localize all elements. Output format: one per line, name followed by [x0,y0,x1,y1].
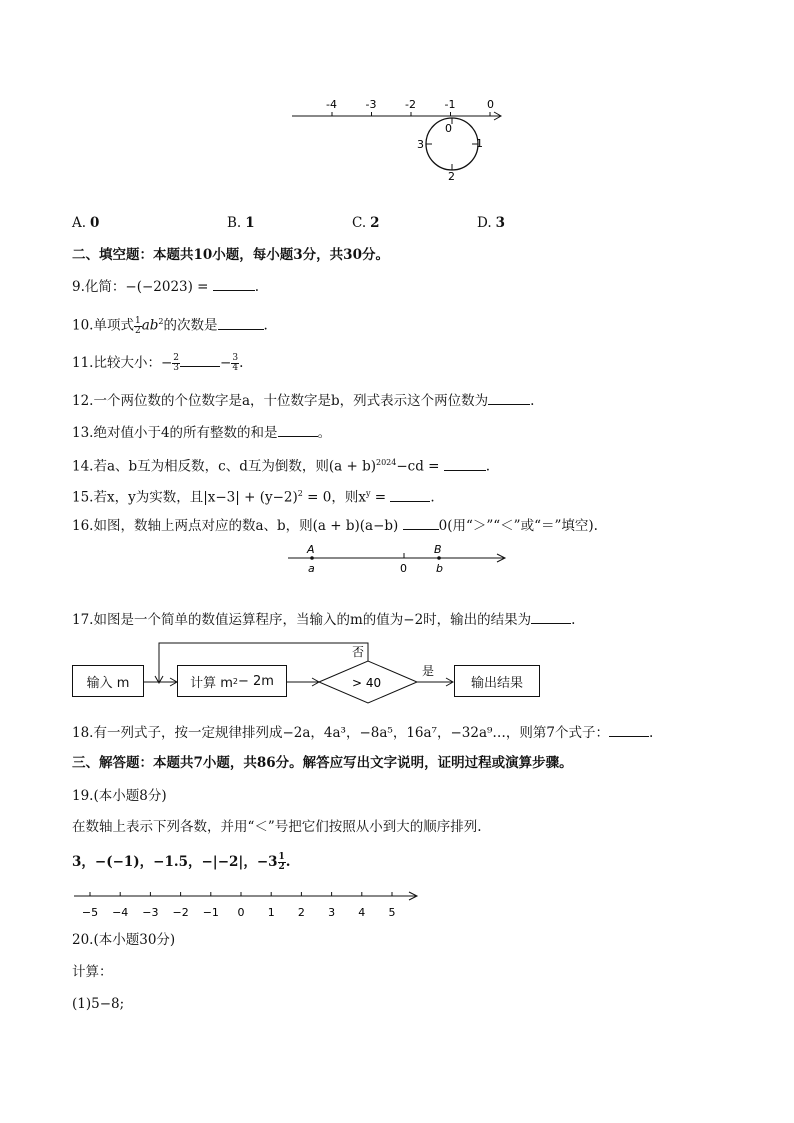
question-20-part-1: (1)5−8; [72,996,125,1012]
question-9: 9.化简：−(−2023) = . [72,276,259,297]
flow-no-label: 否 [352,645,365,659]
axis-tick-label: −3 [142,906,159,919]
question-16: 16.如图，数轴上两点对应的数a、b，则(a + b)(a−b) 0(用“＞”“＜”或“＝”填空). [72,515,598,536]
axis-tick-label: -4 [326,98,337,111]
flow-cond-label: > 40 [352,676,382,690]
axis-tick-label: −4 [112,906,129,919]
question-11: 11.比较大小：− $\frac{2}{3}$ − $\frac{3}{4}$ . [72,353,244,373]
answer-blank[interactable] [531,609,571,624]
axis-tick-label: -3 [365,98,377,111]
question-19-numbers: 3，−(−1)，−1.5，−|−2|，−3 $\frac{1}{2}$ . [72,852,291,872]
option-a[interactable]: A. 0 [72,215,100,231]
axis-tick-label: 4 [358,906,366,919]
answer-blank[interactable] [444,456,486,471]
axis-tick-label: 0 [487,98,494,111]
point-label-B: B [434,543,442,556]
question-15: 15.若x，y为实数，且$|x-3| + (y-2)^2 = 0$，则$x^y$ = . [72,484,435,508]
answer-blank[interactable] [390,487,430,502]
question-19-desc: 在数轴上表示下列各数，并用“＜”号把它们按照从小到大的顺序排列. [72,819,482,835]
axis-tick-label: 3 [328,906,336,919]
axis-tick-label: −5 [81,906,99,919]
flow-yes-label: 是 [422,664,435,678]
circle-label-left: 3 [417,138,424,151]
flow-compute-box: 计算 m 2 − 2m [177,665,287,697]
answer-blank[interactable] [213,276,255,291]
axis-tick-label: −1 [202,906,219,919]
answer-blank[interactable] [180,352,220,367]
axis-tick-label: -1 [444,98,456,111]
question-18: 18.有一列式子，按一定规律排列成−2a，4a³，−8a⁵，16a⁷，−32a⁹…，则第7个式子： . [72,722,653,743]
axis-tick-label: -2 [405,98,416,111]
axis-tick-label: 0 [237,906,245,919]
answer-blank[interactable] [403,515,439,530]
answer-blank[interactable] [218,315,264,330]
point-label-A: A [307,543,315,556]
question-10: 10.单项式 $\frac{1}{2}$ $ab^2$的次数是 . [72,315,268,336]
number-line-ab-figure [282,538,512,580]
question-20-desc: 计算： [72,964,113,980]
number-line-circle-figure [280,92,520,192]
answer-blank[interactable] [278,422,318,437]
circle-label-right: 1 [476,137,483,150]
question-12: 12.一个两位数的个位数字是a，十位数字是b，列式表示这个两位数为 . [72,390,534,411]
axis-tick-label: −2 [172,906,189,919]
flow-input-box: 输入 m [72,665,144,697]
option-b[interactable]: B. 1 [227,215,255,231]
circle-label-bottom: 2 [448,170,455,183]
question-17: 17.如图是一个简单的数值运算程序，当输入的m的值为−2时，输出的结果为 . [72,609,575,630]
number-line-q19 [70,886,430,922]
option-c[interactable]: C. 2 [352,215,380,231]
point-label-a: a [308,562,315,575]
answer-blank[interactable] [488,390,530,405]
question-13: 13.绝对值小于4的所有整数的和是 。 [72,422,331,443]
option-d[interactable]: D. 3 [477,215,506,231]
answer-blank[interactable] [609,722,649,737]
flow-output-box: 输出结果 [454,665,540,697]
axis-tick-label: 1 [267,906,275,919]
origin-label: 0 [400,562,407,575]
section-2-title: 二、填空题：本题共10小题，每小题3分，共30分。 [72,247,389,263]
question-14: 14.若a、b互为相反数，c、d互为倒数，则$(a + b)^{2024}-cd$ = . [72,453,490,477]
axis-tick-label: 2 [297,906,305,919]
circle-label-top: 0 [445,122,452,135]
axis-tick-label: 5 [388,906,396,919]
question-20-head: 20.(本小题30分) [72,932,176,948]
point-label-b: b [436,562,443,575]
section-3-title: 三、解答题：本题共7小题，共86分。解答应写出文字说明，证明过程或演算步骤。 [72,755,573,771]
question-19-head: 19.(本小题8分) [72,788,167,804]
